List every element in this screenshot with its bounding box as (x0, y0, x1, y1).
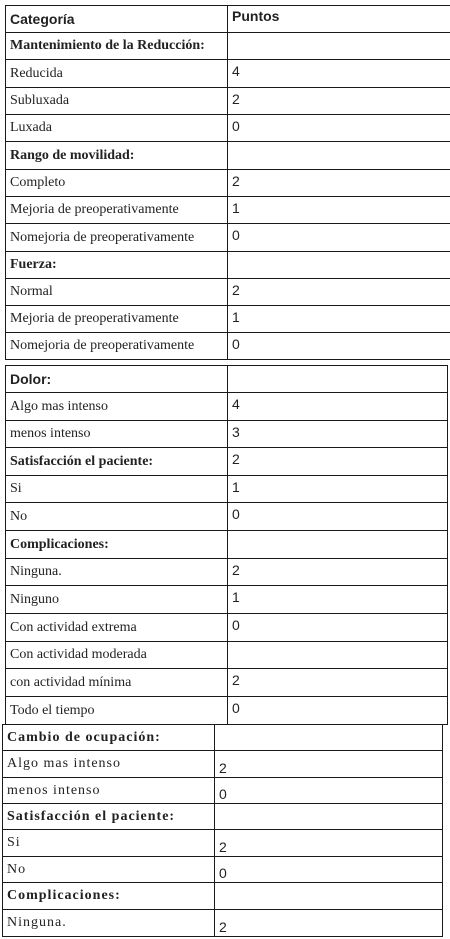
category-label: Algo mas intenso (3, 751, 215, 778)
category-label: Completo (6, 170, 228, 197)
points-cell: 2 (228, 279, 450, 306)
points-cell (215, 725, 443, 751)
scoring-table-2 (5, 365, 448, 725)
table-row (6, 614, 448, 642)
points-cell: 0 (228, 697, 448, 725)
points-cell: 2 (228, 669, 448, 697)
scoring-table-1 (5, 5, 450, 360)
table-row (6, 393, 448, 421)
category-label: menos intenso (6, 421, 228, 448)
points-cell (228, 33, 450, 60)
table-row (6, 224, 450, 252)
points-cell (228, 142, 450, 170)
category-label: Nomejoria de preoperativamente (6, 224, 228, 252)
category-label: Reducida (6, 60, 228, 88)
table-row (6, 88, 450, 115)
category-label: Nomejoria de preoperativamente (6, 333, 228, 360)
table-row (6, 170, 450, 197)
points-cell: 2 (228, 448, 448, 476)
table-row (6, 333, 450, 360)
table-row (6, 366, 448, 393)
category-label: menos intenso (3, 778, 215, 804)
category-label: con actividad mínima (6, 669, 228, 697)
points-cell (215, 804, 443, 830)
points-cell: 1 (228, 197, 450, 224)
table-row (6, 531, 448, 559)
table-row (3, 883, 443, 910)
table-row (6, 115, 450, 142)
section-heading: Complicaciones: (3, 883, 215, 910)
points-cell: 4 (228, 393, 448, 421)
section-heading: Rango de movilidad: (6, 142, 228, 170)
table-row (6, 669, 448, 697)
header-points: Puntos (228, 6, 450, 33)
points-cell: 4 (228, 60, 450, 88)
table-row (6, 448, 448, 476)
category-label: Mejoria de preoperativamente (6, 306, 228, 333)
table-row (3, 910, 443, 937)
table-row (3, 778, 443, 804)
section-heading: Dolor: (6, 366, 228, 393)
category-label: Normal (6, 279, 228, 306)
table-row (3, 830, 443, 857)
points-cell: 1 (228, 476, 448, 503)
table-row (6, 142, 450, 170)
section-heading: Complicaciones: (6, 531, 228, 559)
table-row (3, 857, 443, 883)
category-label: Ninguno (6, 586, 228, 614)
table-row (6, 421, 448, 448)
section-heading: Satisfacción el paciente: (3, 804, 215, 830)
points-cell: 1 (228, 306, 450, 333)
points-cell: 3 (228, 421, 448, 448)
points-cell: 0 (228, 614, 448, 642)
table-row (6, 60, 450, 88)
table-row (6, 476, 448, 503)
points-cell: 2 (215, 910, 443, 937)
points-cell: 0 (215, 857, 443, 883)
points-cell: 2 (215, 751, 443, 778)
table-row (3, 804, 443, 830)
section-heading: Cambio de ocupación: (3, 725, 215, 751)
table-header-row (6, 6, 450, 33)
points-cell: 0 (228, 115, 450, 142)
table-row (6, 306, 450, 333)
table-row (3, 751, 443, 778)
points-cell (228, 252, 450, 279)
category-label: Subluxada (6, 88, 228, 115)
header-category: Categoría (6, 6, 228, 33)
category-label: Luxada (6, 115, 228, 142)
table-row (6, 252, 450, 279)
category-label: Algo mas intenso (6, 393, 228, 421)
category-label: Con actividad extrema (6, 614, 228, 642)
table-row (6, 559, 448, 586)
points-cell: 2 (228, 88, 450, 115)
points-cell (228, 366, 448, 393)
points-cell: 1 (228, 586, 448, 614)
table-row (6, 197, 450, 224)
category-label: Si (6, 476, 228, 503)
category-label: Mejoria de preoperativamente (6, 197, 228, 224)
points-cell: 0 (215, 778, 443, 804)
points-cell: 2 (215, 830, 443, 857)
category-label: Con actividad moderada (6, 642, 228, 669)
table-row (3, 725, 443, 751)
table-row (6, 33, 450, 60)
category-label: Ninguna. (6, 559, 228, 586)
points-cell: 0 (228, 224, 450, 252)
table-row (6, 642, 448, 669)
table-row (6, 697, 448, 725)
category-label: Todo el tiempo (6, 697, 228, 725)
points-cell: 0 (228, 503, 448, 531)
section-heading: Mantenimiento de la Reducción: (6, 33, 228, 60)
points-cell (228, 531, 448, 559)
scoring-table-3 (2, 724, 443, 937)
points-cell (228, 642, 448, 669)
table-row (6, 586, 448, 614)
table-row (6, 279, 450, 306)
points-cell: 0 (228, 333, 450, 360)
points-cell: 2 (228, 170, 450, 197)
points-cell: 2 (228, 559, 448, 586)
category-label: No (6, 503, 228, 531)
category-label: Si (3, 830, 215, 857)
category-label: No (3, 857, 215, 883)
section-heading: Fuerza: (6, 252, 228, 279)
points-cell (215, 883, 443, 910)
table-row (6, 503, 448, 531)
category-label: Ninguna. (3, 910, 215, 937)
section-heading: Satisfacción el paciente: (6, 448, 228, 476)
